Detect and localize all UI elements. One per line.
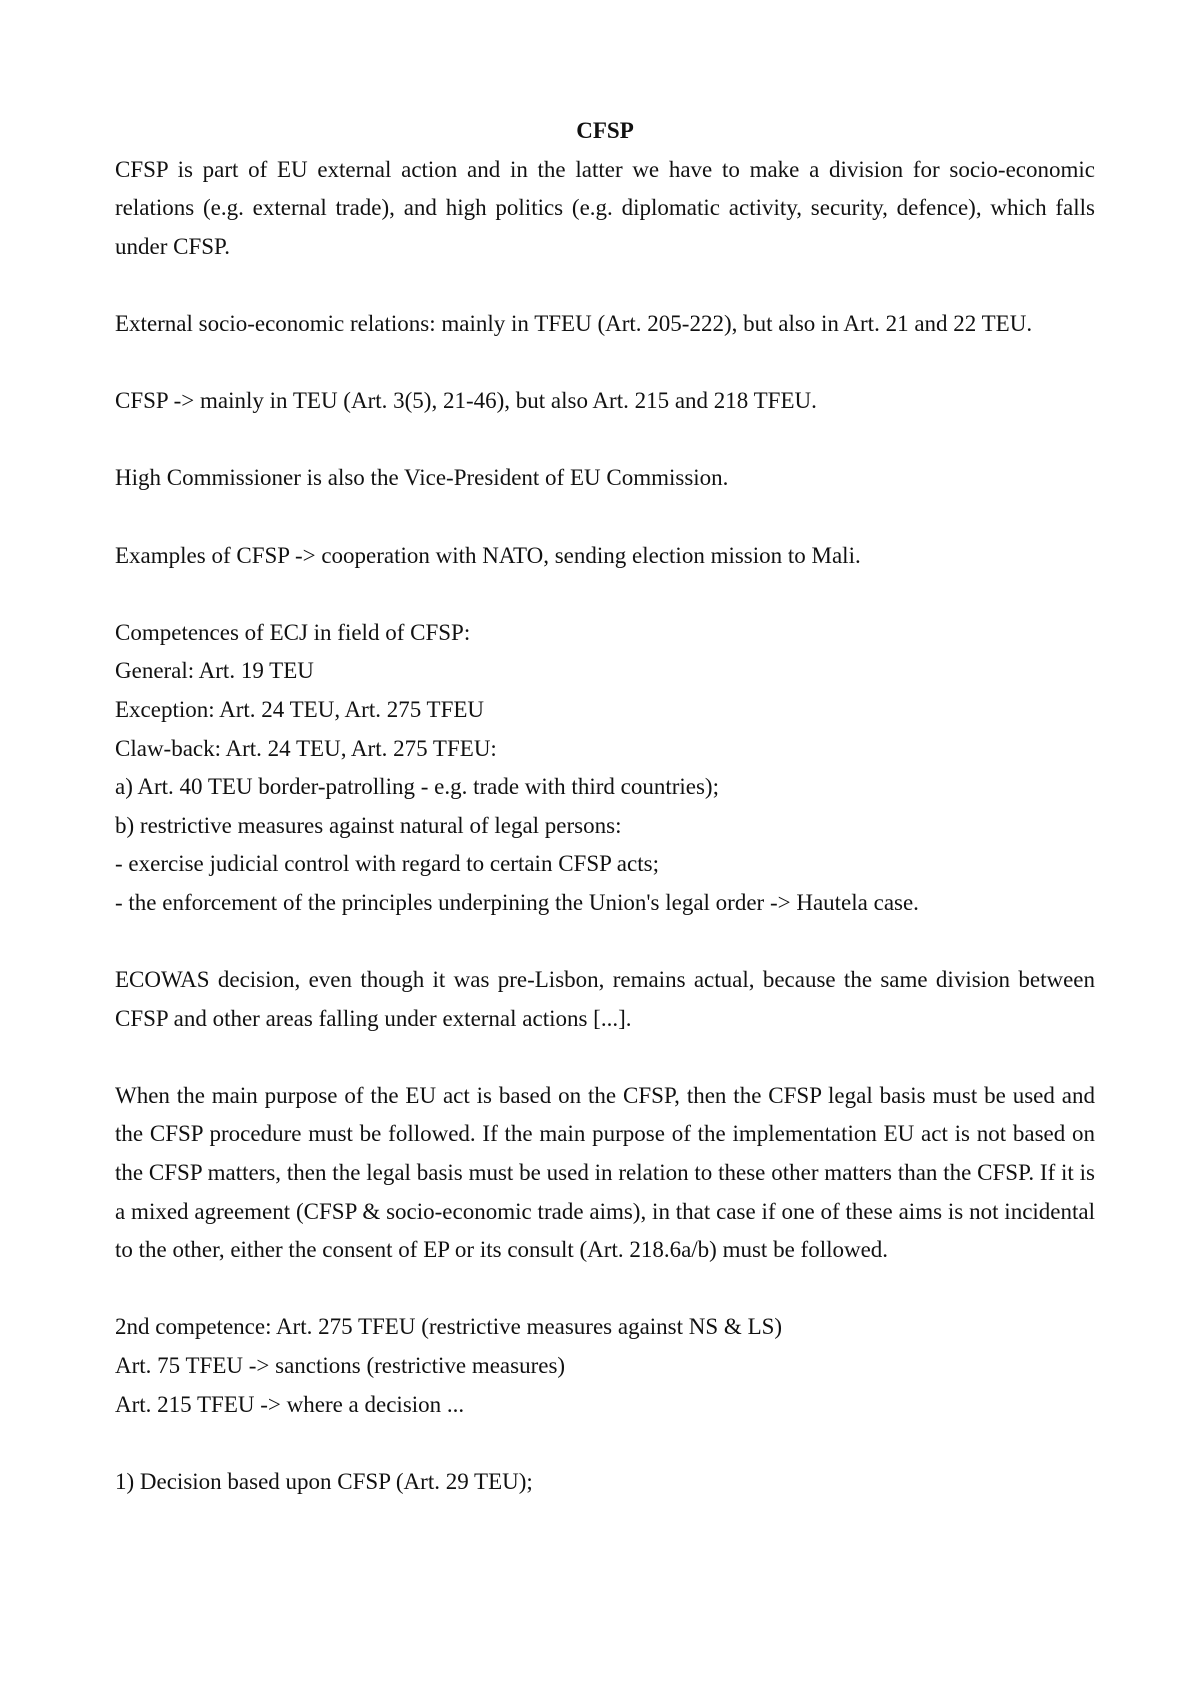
paragraph-examples: Examples of CFSP -> cooperation with NATO, sending election mission to Mali. xyxy=(115,542,861,568)
competences-item-b: b) restrictive measures against natural of legal persons: xyxy=(115,812,622,838)
paragraph-high-commissioner: High Commissioner is also the Vice-President of EU Commission. xyxy=(115,465,729,491)
competences-heading: Competences of ECJ in field of CFSP: xyxy=(115,619,471,645)
document-title: CFSP xyxy=(576,118,634,143)
paragraph-decision-cfsp: 1) Decision based upon CFSP (Art. 29 TEU); xyxy=(115,1468,533,1494)
competences-item-a: a) Art. 40 TEU border-patrolling - e.g. trade with third countries); xyxy=(115,774,719,800)
second-competence-section xyxy=(115,1308,1095,1424)
paragraph-main-purpose: When the main purpose of the EU act is based on the CFSP, then the CFSP legal basis must be used and the CFSP procedure must be followed. If the main purpose of the implementation EU act is not based on the CFSP matters, then the legal basis must be used in relation to these other matters than the CFSP. If it is a mixed agreement (CFSP & socio-economic trade aims), in that case if one of these aims is not incidental to the other, either the consent of EP or its consult (Art. 218.6a/b) must be followed. xyxy=(115,1082,1095,1263)
competences-exception: Exception: Art. 24 TEU, Art. 275 TFEU xyxy=(115,696,485,722)
second-competence-line-1: 2nd competence: Art. 275 TFEU (restrictive measures against NS & LS) xyxy=(115,1314,783,1340)
competences-subitem-1: - exercise judicial control with regard to certain CFSP acts; xyxy=(115,851,659,877)
second-competence-line-3: Art. 215 TFEU -> where a decision ... xyxy=(115,1391,465,1417)
paragraph-cfsp-basis: CFSP -> mainly in TEU (Art. 3(5), 21-46), but also Art. 215 and 218 TFEU. xyxy=(115,388,817,414)
second-competence-line-2: Art. 75 TFEU -> sanctions (restrictive measures) xyxy=(115,1353,566,1378)
competences-claw-back: Claw-back: Art. 24 TEU, Art. 275 TFEU: xyxy=(115,735,497,761)
paragraph-ecowas: ECOWAS decision, even though it was pre-Lisbon, remains actual, because the same division between CFSP and other areas falling under external actions [...]. xyxy=(115,967,1095,1031)
competences-subitem-2: - the enforcement of the principles underpining the Union's legal order -> Hautela case. xyxy=(115,889,919,915)
document-body xyxy=(115,112,1095,1501)
competences-general: General: Art. 19 TEU xyxy=(115,658,314,684)
paragraph-intro: CFSP is part of EU external action and in the latter we have to make a division for socio-economic relations (e.g. external trade), and high politics (e.g. diplomatic activity, security, defence), which falls under CFSP. xyxy=(115,156,1095,259)
competences-section xyxy=(115,614,1095,923)
paragraph-socio-economic: External socio-economic relations: mainly in TFEU (Art. 205-222), but also in Art. 21 and 22 TEU. xyxy=(115,310,1033,336)
